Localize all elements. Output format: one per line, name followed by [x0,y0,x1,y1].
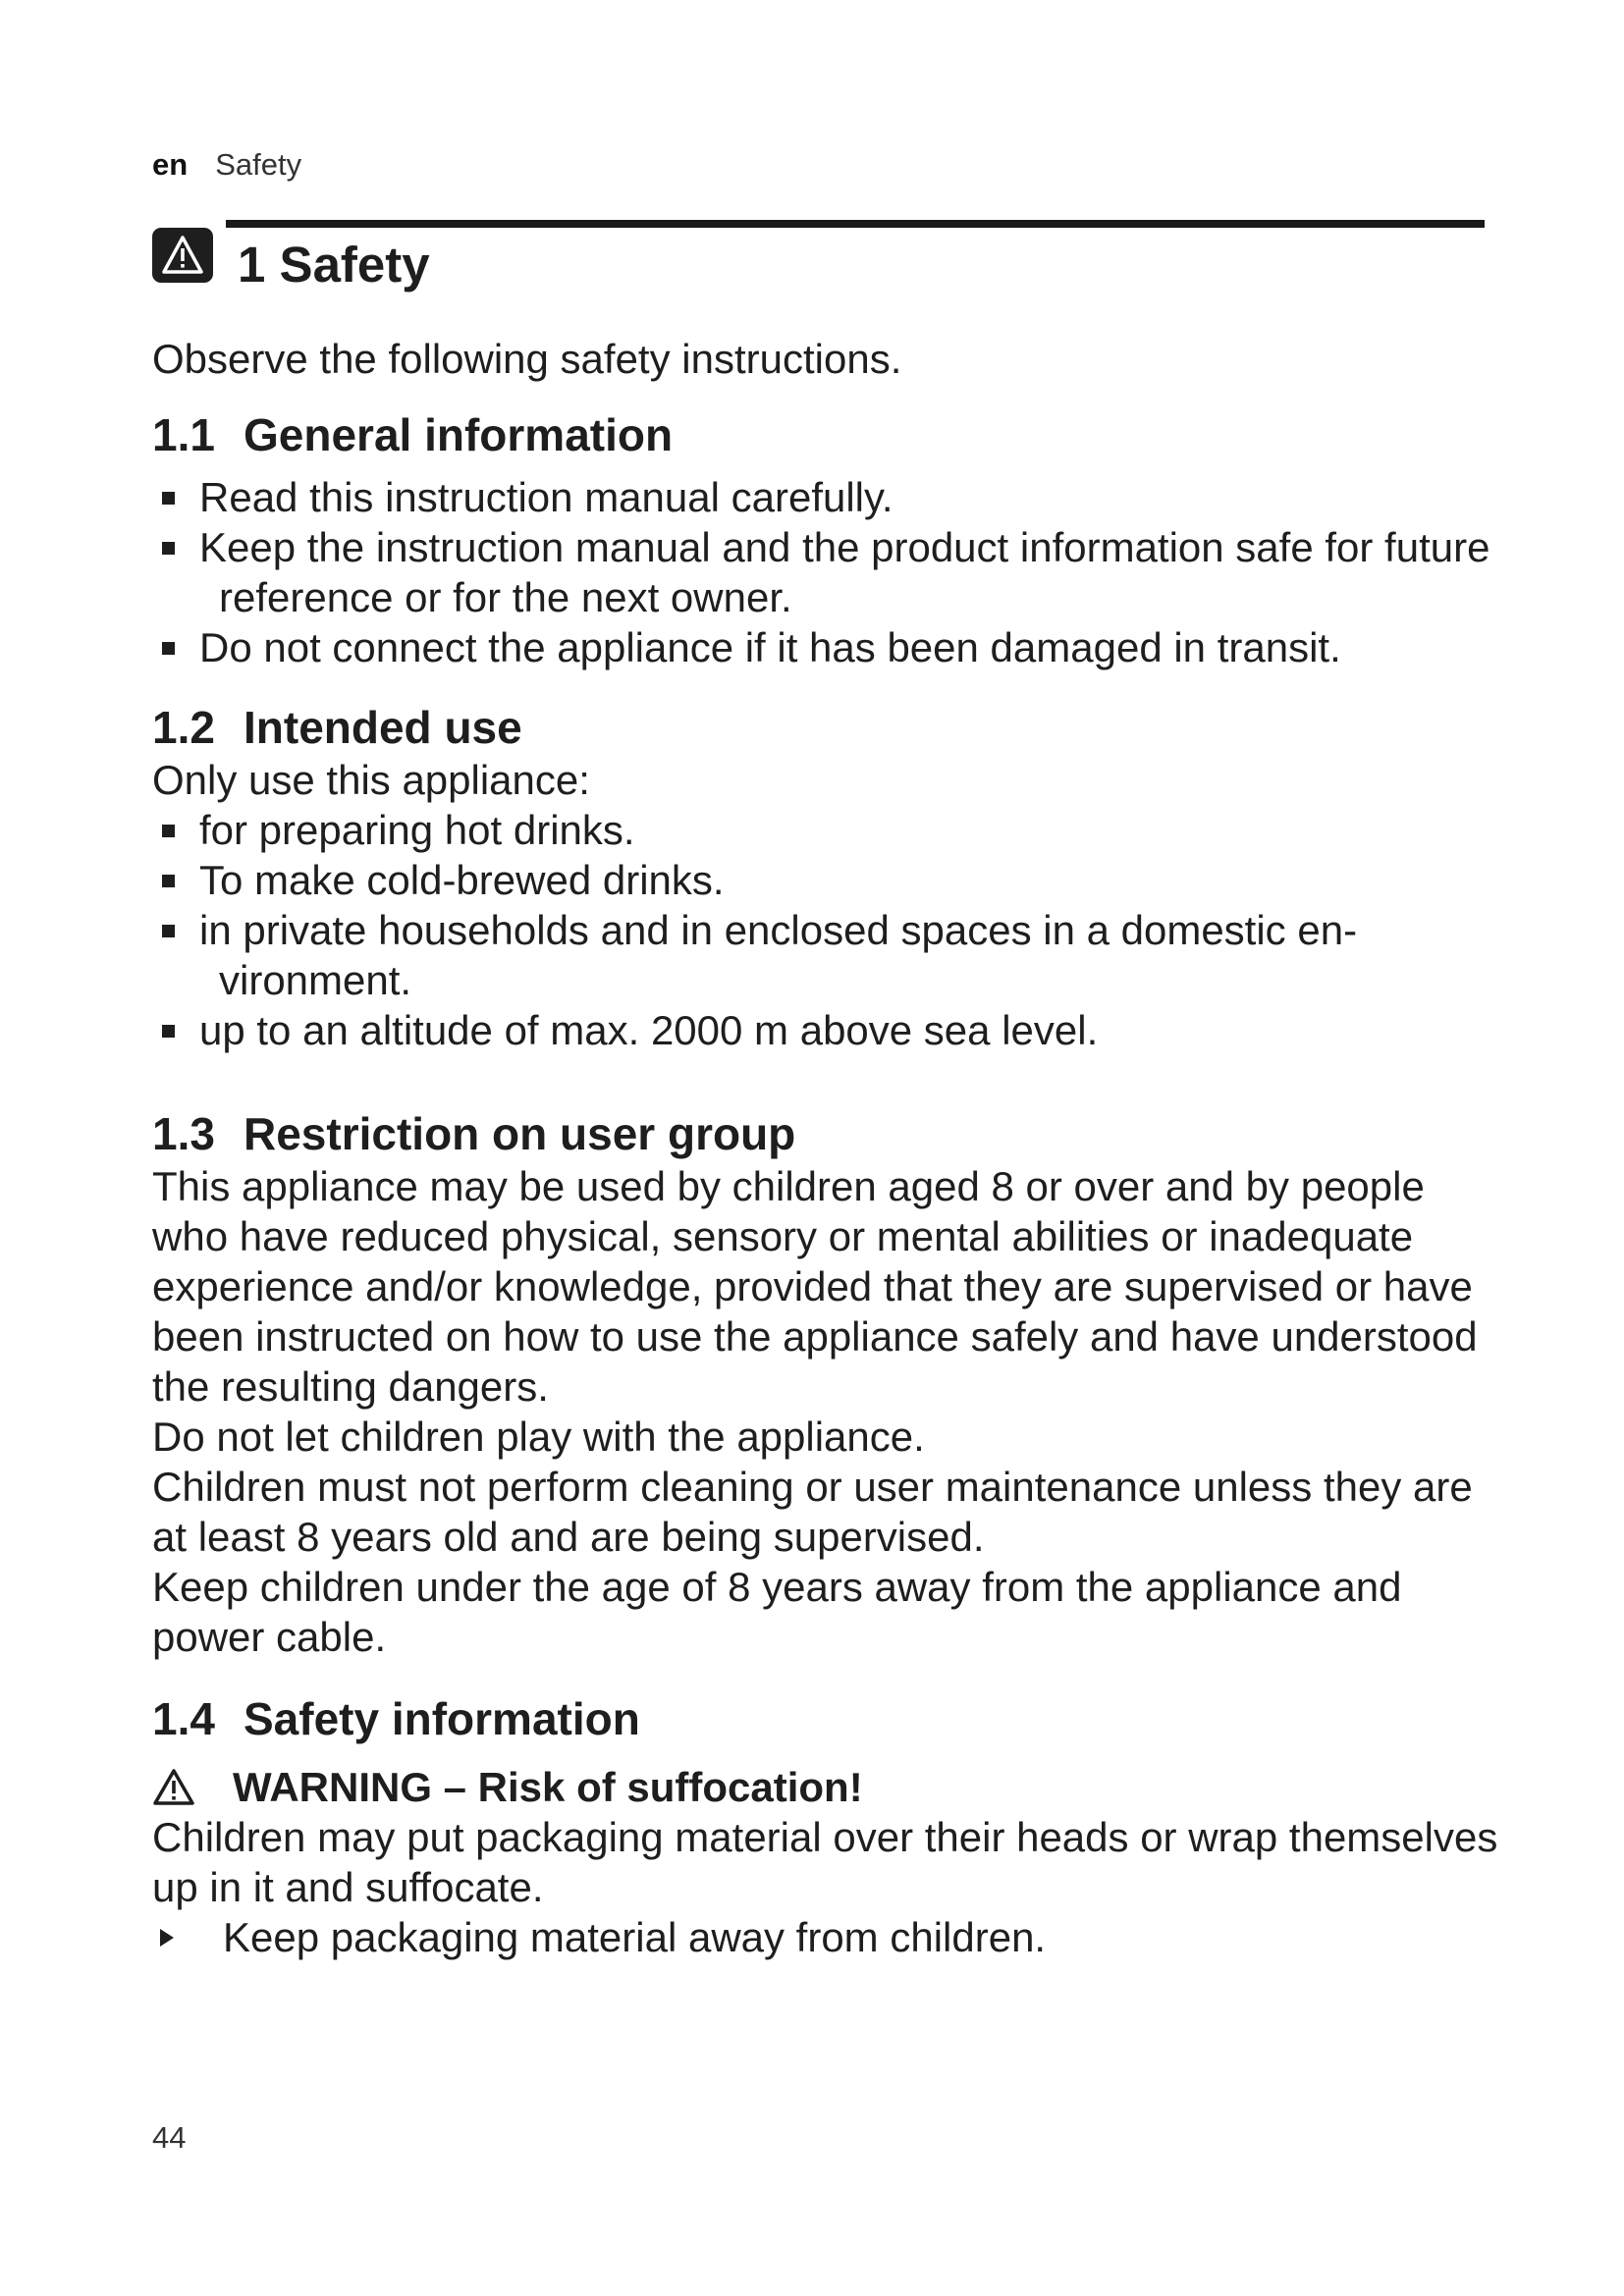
action-arrow-icon [160,1929,174,1947]
warning-text: Children may put packaging material over their heads or wrap themselves up in it and suffocate. [152,1814,1498,1910]
section-general-information [152,407,1507,672]
warning-triangle-icon [152,228,213,283]
bullet-list [152,805,1507,1055]
page-content [152,334,1507,1962]
action-text: Keep packaging material away from children. [223,1914,1047,1960]
language-code: en [152,147,189,182]
bullet-list [152,472,1507,672]
list-item: for preparing hot drinks. [152,805,1507,855]
paragraph: Keep children under the age of 8 years away from the appliance and power cable. [152,1564,1402,1660]
page-number: 44 [152,2120,187,2155]
chapter-number: 1 [238,237,266,293]
paragraph: This appliance may be used by children aged 8 or over and by people who have reduced physical, sensory or mental abilities or inadequate experience and/or knowledge, provided that they are supervised or have been instructed on how to use the appliance safely and have understood the resulting dangers. [152,1163,1478,1410]
list-item: To make cold-brewed drinks. [152,855,1507,905]
action-step [152,1912,1507,1962]
paragraph: Do not let children play with the appliance. [152,1414,925,1460]
section-lead: Only use this appliance: [152,757,590,803]
paragraph: Children must not perform cleaning or user maintenance unless they are at least 8 years old and are being supervised. [152,1464,1473,1560]
section-safety-information [152,1691,1507,1962]
section-heading: 1.2 Intended use [152,702,522,753]
running-header [152,147,301,183]
list-item: Keep the instruction manual and the product information safe for future reference or for the next owner. [152,522,1507,622]
section-restriction-on-user-group [152,1106,1507,1662]
section-heading: 1.1 General information [152,409,674,460]
section-intended-use [152,700,1507,1055]
section-heading: 1.4 Safety information [152,1693,640,1744]
warning-title: WARNING – Risk of suffocation! [233,1764,863,1810]
header-section-name: Safety [215,147,302,182]
chapter-rule [226,220,1485,228]
list-item: Do not connect the appliance if it has been damaged in transit. [152,622,1507,672]
list-item: up to an altitude of max. 2000 m above sea level. [152,1005,1507,1055]
chapter-title [238,236,430,294]
chapter-title-text: Safety [279,237,430,293]
list-item: Read this instruction manual carefully. [152,472,1507,522]
intro-text: Observe the following safety instructions. [152,336,902,382]
list-item: in private households and in enclosed spaces in a domestic en- vironment. [152,905,1507,1005]
warning-heading [152,1762,1507,1812]
section-heading: 1.3 Restriction on user group [152,1108,796,1159]
warning-icon [152,1768,195,1807]
